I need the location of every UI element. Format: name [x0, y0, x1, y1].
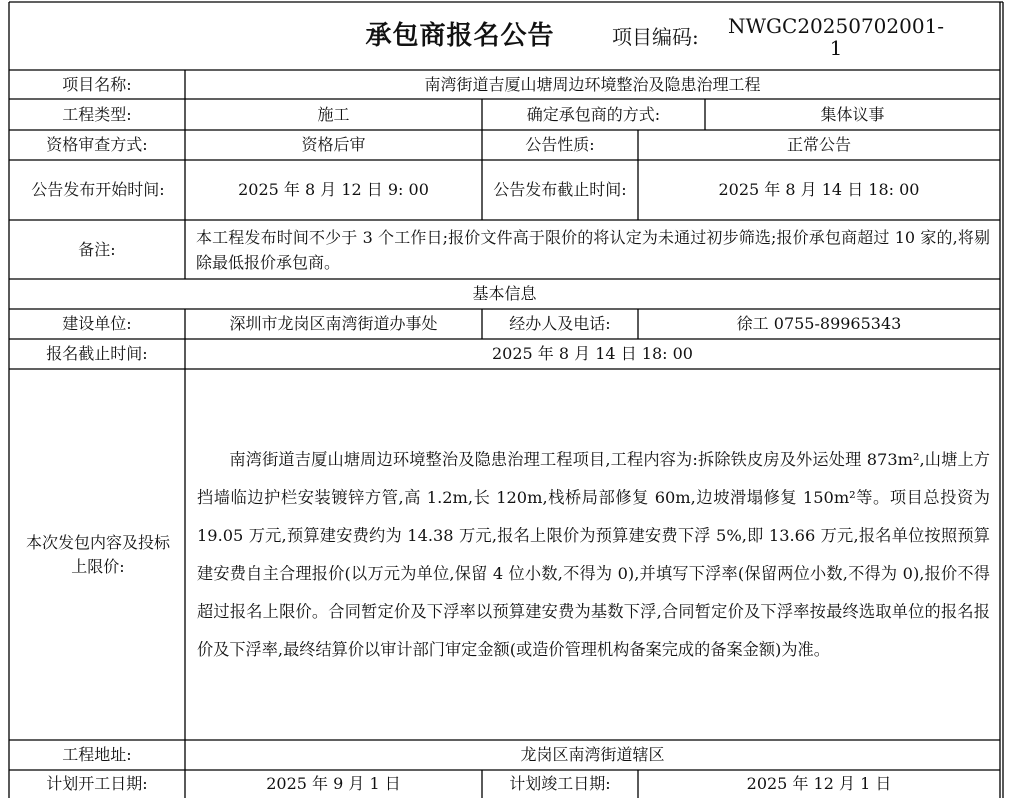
project-name: 南湾街道吉厦山塘周边环境整治及隐患治理工程	[424, 74, 761, 94]
builder: 深圳市龙岗区南湾街道办事处	[229, 314, 438, 333]
address: 龙岗区南湾街道辖区	[520, 745, 665, 764]
remarks-label: 备注:	[78, 239, 116, 259]
contact-label: 经办人及电话:	[509, 314, 611, 333]
selection-method: 集体议事	[820, 104, 885, 124]
content-body	[185, 369, 1000, 740]
selection-method-label: 确定承包商的方式:	[526, 104, 661, 124]
project-type: 施工	[317, 104, 350, 124]
publish-end-label: 公告发布截止时间:	[493, 180, 627, 199]
remarks-text: 本工程发布时间不少于 3 个工作日;报价文件高于限价的将认定为未通过初步筛选;报价承包商超过 10 家的,将剔除最低报价承包商。	[196, 227, 990, 272]
plan-start-label: 计划开工日期:	[46, 774, 148, 793]
project-code: NWGC20250702001-1	[728, 14, 945, 60]
publish-start: 2025 年 8 月 12 日 9: 00	[238, 180, 429, 199]
publish-end: 2025 年 8 月 14 日 18: 00	[718, 180, 920, 199]
content-label: 本次发包内容及投标上限价:	[25, 532, 170, 576]
qualification-label: 资格审查方式:	[46, 135, 148, 154]
contact: 徐工 0755-89965343	[736, 314, 902, 333]
qualification: 资格后审	[301, 135, 366, 154]
plan-end: 2025 年 12 月 1 日	[746, 774, 892, 793]
plan-start: 2025 年 9 月 1 日	[266, 774, 401, 793]
builder-label: 建设单位:	[62, 314, 132, 333]
notice-nature: 正常公告	[786, 135, 851, 154]
address-label: 工程地址:	[62, 745, 132, 764]
project-type-label: 工程类型:	[62, 104, 132, 124]
project-name-label: 项目名称:	[62, 74, 132, 94]
signup-deadline-label: 报名截止时间:	[46, 344, 148, 363]
signup-deadline: 2025 年 8 月 14 日 18: 00	[492, 344, 693, 363]
publish-start-label: 公告发布开始时间:	[31, 180, 165, 199]
content-paragraph: 南湾街道吉厦山塘周边环境整治及隐患治理工程项目,工程内容为:拆除铁皮房及外运处理 873m²,山塘上方挡墙临边护栏安装镀锌方管,高 1.2m,长 120m,栈桥局部修复 60m,边坡滑塌修复 150m²等。项目总投资为 19.05 万元,预算建安费约为 14.38 万元,报名上限价为预算建安费下浮 5%,即 13.66 万元,报名单位按照预算建安费自主合理报价(以万元为单位,保留 4 位小数,不得为 0),并填写下浮率(保留两位小数,不得为 0),报价不得超过报名上限价。合同暂定价及下浮率以预算建安费为基数下浮,合同暂定价及下浮率按最终选取单位的报名报价及下浮率,最终结算价以审计部门审定金额(或造价管理机构备案完成的备案金额)为准。	[197, 449, 990, 659]
plan-end-label: 计划竣工日期:	[509, 774, 611, 793]
basic-info-header: 基本信息	[472, 284, 537, 303]
notice-nature-label: 公告性质:	[525, 135, 595, 154]
notice-title: 承包商报名公告	[365, 21, 555, 51]
project-code-label: 项目编码:	[612, 25, 699, 49]
